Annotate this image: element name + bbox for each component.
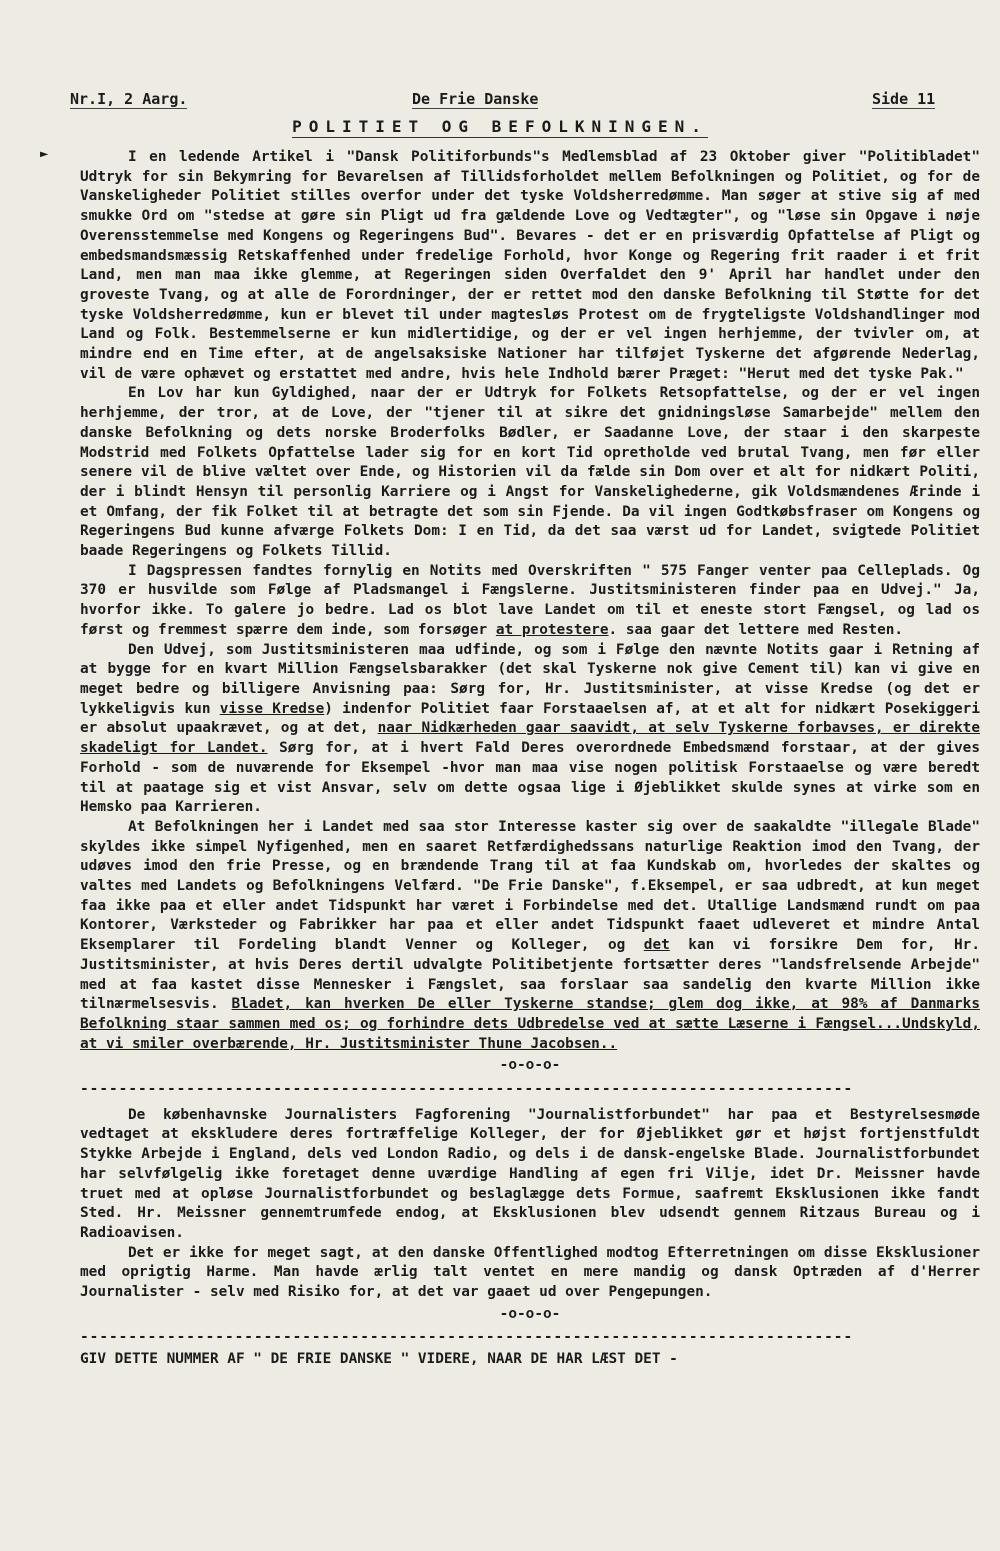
paragraph-4-underline-1: visse Kredse (219, 700, 325, 717)
paragraph-3 (80, 562, 980, 641)
paragraph-5-mid: kan vi forsikre Dem for, Hr. Justitsminister, at hvis Deres dertil udvalgte Politibetjente fortsætter deres "landsfrelsende Arbejde" med at faa kastet disse Mennesker i Fængslet, saa forslaar saa sandelig den kvarte Million ikke tilnærmelsesvis. (80, 937, 981, 1013)
second-paragraph-1: De københavnske Journalisters Fagforening "Journalistforbundet" har paa et Bestyrelsesmøde vedtaget at ekskludere deres fortræffelige Kolleger, der for Øjeblikket gør et højst fortjenstfuldt Stykke Arbejde i England, dels ved London Radio, og dels i de dansk-engelske Blade. Journalistforbundet har selvfølgelig ikke foretaget denne uværdige Handling af egen fri Vilje, idet Dr. Meissner havde truet med at opløse Journalistforbundet og beslaglægge dets Formue, saafremt Eksklusionen ikke fandt Sted. Hr. Meissner gennemtrumfede endog, at Eksklusionen blev udsendt gennem Ritzaus Bureau og i Radioavisen. (80, 1106, 980, 1241)
second-article (80, 1106, 980, 1325)
paragraph-5-underline-1: det (643, 937, 670, 954)
paragraph-1: I en ledende Artikel i "Dansk Politiforbunds"s Medlemsblad af 23 Oktober giver "Politibladet" Udtryk for sin Bekymring for Bevarelsen af Tillidsforholdet mellem Befolkningen og Politiet, og for de Vanskeligheder Politiet stilles overfor under det tyske Voldsherredømme. Man søger at stive sig af med smukke Ord om "stedse at gøre sin Pligt ud fra gældende Love og Vedtægter", og "løse sin Opgave i nøje Overensstemmelse med Kongens og Regeringens Bud". Bevares - det er en prisværdig Opfattelse af Pligt og embedsmandsmæssig Retskaffenhed under fredelige Forhold, hvor Konge og Regering frit raader i et frit Land, men man maa ikke glemme, at Regeringen siden Overfaldet den 9' April har handlet under den groveste Tvang, og at alle de Forordninger, der er rettet mod den danske Befolkning til Støtte for det tyske Voldsherredømme, kun er blevet til under magtesløs Protest om de frygteligste Voldshandlinger mod Land og Folk. Bestemmelserne er kun midlertidige, og der er vel ingen herhjemme, der tvivler om, at mindre end en Time efter, at de angelsaksiske Nationer har tilføjet Tyskerne det afgørende Nederlag, vil de være ophævet og erstattet med andre, hvis hele Indhold bærer Præget: "Herut med det tyske Pak." (80, 149, 980, 382)
paragraph-3-text: I Dagspressen fandtes fornylig en Notits med Overskriften " 575 Fanger venter paa Celleplads. Og 370 er husvilde som Følge af Pladsmangel i Fængslerne. Justitsministeren finder paa en Udvej." Ja, hvorfor ikke. To galere jo bedre. Lad os blot lave Landet om til et eneste stort Fængsel, og lad os først og fremmest spærre dem inde, som forsøger (80, 562, 980, 638)
paragraph-4 (80, 641, 980, 818)
paragraph-4-text: Den Udvej, som Justitsministeren maa udfinde, og som i Følge den nævnte Notits gaar i Retning af at bygge for en kvart Million Fængselsbarakker (det skal Tyskerne nok give Cement til) kan vi give en meget bedre og billigere Anvisning paa: Sørg for, Hr. Justitsminister, at visse Kredse (og det er lykkeligvis kun (80, 641, 980, 717)
issue-number: Nr.I, 2 Aarg. (70, 90, 188, 108)
publication-name: De Frie Danske (412, 90, 539, 108)
article-title-wrap (0, 117, 1000, 136)
paragraph-4-mid: ) indenfor Politiet faar Forstaaelsen af, at et alt for nidkært Posekiggeri er absolut upaakrævet, og at det, (80, 700, 981, 737)
paragraph-5-underline-2: Bladet, kan hverken De eller Tyskerne standse; glem dog ikke, at 98% af Danmarks Befolkning staar sammen med os; og forhindre dets Udbredelse ved at sætte Læserne i Fængsel...Undskyld, at vi smiler overbærende, Hr. Justitsminister Thune Jacobsen.. (80, 996, 980, 1052)
footer-note: GIV DETTE NUMMER AF " DE FRIE DANSKE " VIDERE, NAAR DE HAR LÆST DET - (80, 1351, 678, 1368)
section-separator: -o-o-o- (499, 1057, 561, 1074)
paragraph-3-tail: . saa gaar det lettere med Resten. (608, 621, 904, 638)
paragraph-4-tail: Sørg for, at i hvert Fald Deres overordnede Embedsmænd forstaar, at der gives Forhold - som de nuværende for Eksempel -hvor man maa vise nogen politisk Forstaaelse og være beredt til at paatage sig et vist Ansvar, selv om dette ogsaa lige i Øjeblikket skulde synes at virke som en Hemsko paa Karrieren. (80, 740, 980, 816)
paragraph-2: En Lov har kun Gyldighed, naar der er Udtryk for Folkets Retsopfattelse, og der er vel ingen herhjemme, der tror, at de Love, der "tjener til at sikre det gnidningsløse Samarbejde" mellem den danske Befolkning og dets norske Broderfolks Bødler, er Saadanne Love, der staar i den skarpeste Modstrid med Folkets Opfattelse lader sig for en kort Tid opretholde ved brutal Tvang, men før eller senere vil de blive væltet over Ende, og Historien vil da fælde sin Dom over et alt for nidkært Politi, der i blindt Hensyn til personlig Karriere og i Angst for Vanskelighederne, gik Voldsmændenes Ærinde i et Omfang, der fik Folket til at betragte det som sin Fjende. Da vil ingen Godtkøbsfraser om Kongens og Regeringens Bud kunne afværge Folkets Dom: I en Tid, da det saa værst ud for Landet, svigtede Politiet baade Regeringens og Folkets Tillid. (80, 385, 980, 560)
dashed-divider: -------------------------------------------------------------------------------- (80, 1081, 854, 1098)
paragraph-3-underline: at protestere (495, 621, 609, 638)
paragraph-4-underline-2: naar Nidkærheden gaar saavidt, at selv Tyskerne forbavses, er direkte skadeligt for Landet. (80, 720, 980, 757)
paragraph-5-text: At Befolkningen her i Landet med saa stor Interesse kaster sig over de saakaldte "illegale Blade" skyldes ikke simpel Nyfigenhed, men en saaret Retfærdighedssans naturlige Reaktion imod den Tvang, der udøves imod den frie Presse, og en brændende Trang til at faa Kundskab om, hvorledes der skaltes og valtes med Landets og Befolkningens Velfærd. "De Frie Danske", f.Eksempel, er saa udbredt, at kun meget faa ikke paa et eller andet Tidspunkt har været i Forbindelse med det. Utallige Landsmænd rundt om paa Kontorer, Værksteder og Fabrikker har paa et eller andet Tidspunkt faaet udleveret et mindre Antal Eksemplarer til Fordeling blandt Venner og Kolleger, og (80, 818, 980, 954)
document-body (80, 148, 980, 1370)
margin-mark-icon: ► (40, 146, 49, 162)
page-number: Side 11 (872, 90, 936, 108)
section-separator-2: -o-o-o- (499, 1305, 561, 1322)
paragraph-5 (80, 818, 980, 1054)
article-title: POLITIET OG BEFOLKNINGEN. (292, 117, 708, 136)
dashed-divider-2: -------------------------------------------------------------------------------- (80, 1329, 854, 1346)
second-paragraph-2: Det er ikke for meget sagt, at den danske Offentlighed modtog Efterretningen om disse Eksklusioner med oprigtig Harme. Man havde ærlig talt ventet en mere mandig og dansk Optræden af d'Herrer Journalister - selv med Risiko for, at det var gaaet ud over Pengepungen. (80, 1244, 980, 1301)
